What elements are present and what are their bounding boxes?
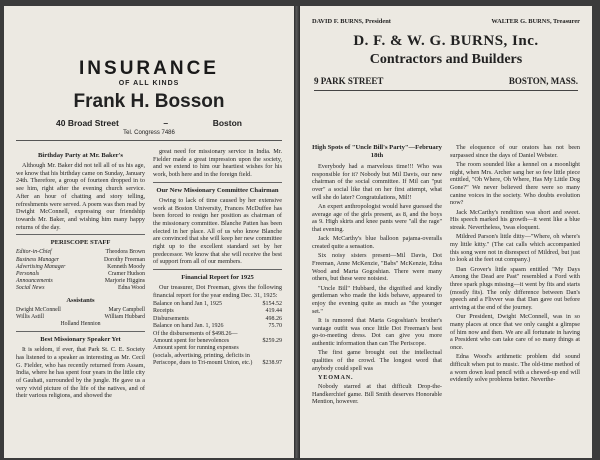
staff-heading: PERISCOPE STAFF [50,239,111,247]
ad-city: Boston [212,118,242,128]
company-trade: Contractors and Builders [369,52,523,67]
party-paragraph: The room sounded like a kennel on a moonlight night, when Mrs. Archer sang her so few little piece entitled, "Oh Where, Oh Where, Has My Little Dog Gone?" We never believed there were so many canine voices in the society. Who doubts evolution now? [450,160,580,207]
party-paragraph: Everybody had a marvelous time!!! Who was responsible for it? Nobody but Mil Davis, our new chairman of the social committee. If Mil can "put over" a social like that on her first attempt, what will she do later? Congratulations, Mil!! [312,163,442,201]
party-paragraph: The first game brought out the intellectual qualities of the crowd. The longest word that anybody could spell was [312,349,442,372]
party-paragraph: An expert anthropologist would have guessed the average age of the girls present, as 8, and the boys as 9. High skirts and knee pants were "all the rage" that evening. [312,203,442,234]
right-column-1 [312,144,442,408]
left-page [4,6,294,458]
party-paragraph: Our President, Dwight McConnell, was in so many places at once that we only caught a glimpse of him now and then. We are all fortunate in having a President who can take care of so many things at once. [450,313,580,352]
company-officers [312,18,580,25]
company-city: BOSTON, MASS. [508,76,578,86]
party-yeoman: YEOMAN. [318,373,354,381]
left-column-1 [16,148,145,402]
party-paragraph: It is rumored that Marta Gogoshian's brother's vantage outfit was once little Dot Freeman's best go-to-meeting dress. Dot can give you more authentic information than can The Periscope. [312,316,442,347]
party-paragraph: "Uncle Bill" Hubbard, the dignified and kindly gentleman who made the kids behave, appeared to enjoy the evening quite as much as "the younger set." [312,284,442,315]
report-text: Our treasurer, Dot Freeman, gives the following financial report for the year ending Dec. 31, 1925: [153,284,282,299]
staff-row: Editor-in-Chief Theodora Brown [16,249,145,256]
ad-street: 40 Broad Street [56,118,119,128]
staff-row: Advertising Manager Kenneth Moody [16,263,145,270]
left-column-2 [153,148,282,402]
treasurer-label: WALTER G. BURNS, Treasurer [491,18,580,25]
divider [153,182,282,183]
left-columns [16,148,282,402]
divider [153,269,282,270]
party-heading: High Spots of "Uncle Bill's Party"—February 18th [312,144,442,159]
birthday-heading: Birthday Party at Mr. Baker's [38,152,123,159]
financial-row: Amount spent for benevolences $259.29 [153,338,282,345]
party-paragraph: Jack McCarthy's blue balloon pajama-overalls created quite a sensation. [312,235,442,251]
report-heading: Financial Report for 1925 [181,274,254,282]
ad-title: INSURANCE [79,58,219,79]
ad-company-name: Frank H. Bosson [73,91,225,112]
ad-separator: – [163,118,169,128]
party-paragraph: Six noisy sisters present—Mil Davis, Dot Freeman, Anne McKenzie, "Babs" McKenzie, Edna Wood and Marta Gogoshian. There were many others, but these were noisiest. [312,252,442,283]
party-paragraph: The eloquence of our orators has not been surpassed since the days of Daniel Webster. [450,144,580,159]
birthday-text: Although Mr. Baker did not tell all of us his age, we know that his birthday came on Sunday, January 24th. Therefore, a group of fourteen dropped in to see him, right after the evening church service. After an hour of chatting and story telling, refreshments were served. A poem was then read by Dwight McConnell, expressing our friendship towards Mr. Baker, and wishing him many happy returns of the day. [16,162,145,231]
divider [16,331,145,332]
company-address [314,76,578,91]
company-name: D. F. & W. G. BURNS, Inc. [353,33,539,49]
staff-list [16,249,145,292]
assistants-heading: Assistants [66,296,95,304]
party-paragraph: Mildred Parson's little ditty—"Where, oh where's my little kitty." (The cat calls which accompanied this song were not in disrespect of Mildred, but just to look at the feet out company.) [450,233,580,264]
financial-table [153,301,282,368]
financial-row: Balance on hand Jan 1, 1925 $154.52 [153,301,282,308]
speaker-continued: great need for missionary service in India. Mr. Fielder made a great impression upon the society, and we extend to him our heartiest wishes for his work, both here and in the foreign field. [153,148,282,179]
financial-row: Amount spent for running expenses (socials, advertising, printing, deficits in Periscope, dues to Tri-mount Union, etc.) $238.97 [153,345,282,367]
right-page [300,6,592,458]
right-column-2 [450,144,580,408]
speaker-text: It is seldom, if ever, that Park St. C. E. Society has listened to a speaker as interesting as Mr. Cecil G. Fielder, who has recently returned from Assam, India, where he has spent four years in the little city of Gauhati, surrounded by the jungle. He gave us a very vivid picture of the life of the natives, and of their various religions, and showed the [16,346,145,400]
financial-row: Receipts 419.44 [153,308,282,315]
party-paragraph: Nobody starred at that difficult Drop-the-Handkerchief game. Bill Smith deserves Honorable Mention, however. [312,382,442,406]
financial-row: Disbursements 498.26 [153,315,282,322]
staff-row: Business Manager Dorothy Freeman [16,256,145,263]
ad-address [16,118,282,128]
ad-telephone: Tel. Congress 7486 [123,130,175,136]
assistants-row: Willis Astill William Hubbard [16,313,145,320]
right-columns [312,144,580,408]
president-label: DAVID F. BURNS, President [312,18,391,25]
financial-row: Balance on hand Jan. 1, 1926 75.70 [153,323,282,330]
insurance-advertisement [16,58,282,141]
company-street: 9 PARK STREET [314,76,384,86]
staff-row: Social News Edna Wood [16,285,145,292]
financial-row: Of the disbursements of $498.26— [153,330,238,337]
committee-heading: Our New Missionary Committee Chairman [156,186,279,194]
ad-subtitle: OF ALL KINDS [118,80,180,87]
party-paragraph: Edna Wood's arithmetic problem did sound difficult when put to music. The old-time method of a worn down lead pencil with a chewed-up end will evidently solve problems better. Neverthe- [450,353,580,384]
divider [16,234,145,235]
staff-row: Personals Cramer Hudson [16,270,145,277]
party-paragraph: Jack McCarthy's rendition was short and sweet. His speech marked his growth—it went like a blue streak. Nevertheless, 'twas eloquent. [450,208,580,232]
party-paragraph: Dan Grover's little spasm entitled "My Days Among the Dead are Past" resembled a Ford with three spark plugs missing—it went by fits and starts (mostly fits). The only difference between Dan's speech and a Flivver was that Dan gave out before arriving at the end of the journey. [450,265,580,312]
assistants-row: Dwight McConnell Mary Campbell [16,306,145,313]
speaker-heading: Best Missionary Speaker Yet [40,336,121,344]
committee-text: Owing to lack of time caused by her extensive work at Boston University, Frances McDuffee has been forced to resign her position as chairman of the missionary committee. Blanche Patten has been elected in her place. All of us who know Blanche are convinced that she will keep her new committee right up to the excellent standard set by her predecessor. We know that she will receive the best of support from all of our members. [153,196,282,266]
staff-row: Announcements Marjorie Higgins [16,278,145,285]
assistants-last: Holland Hennion [60,320,101,327]
